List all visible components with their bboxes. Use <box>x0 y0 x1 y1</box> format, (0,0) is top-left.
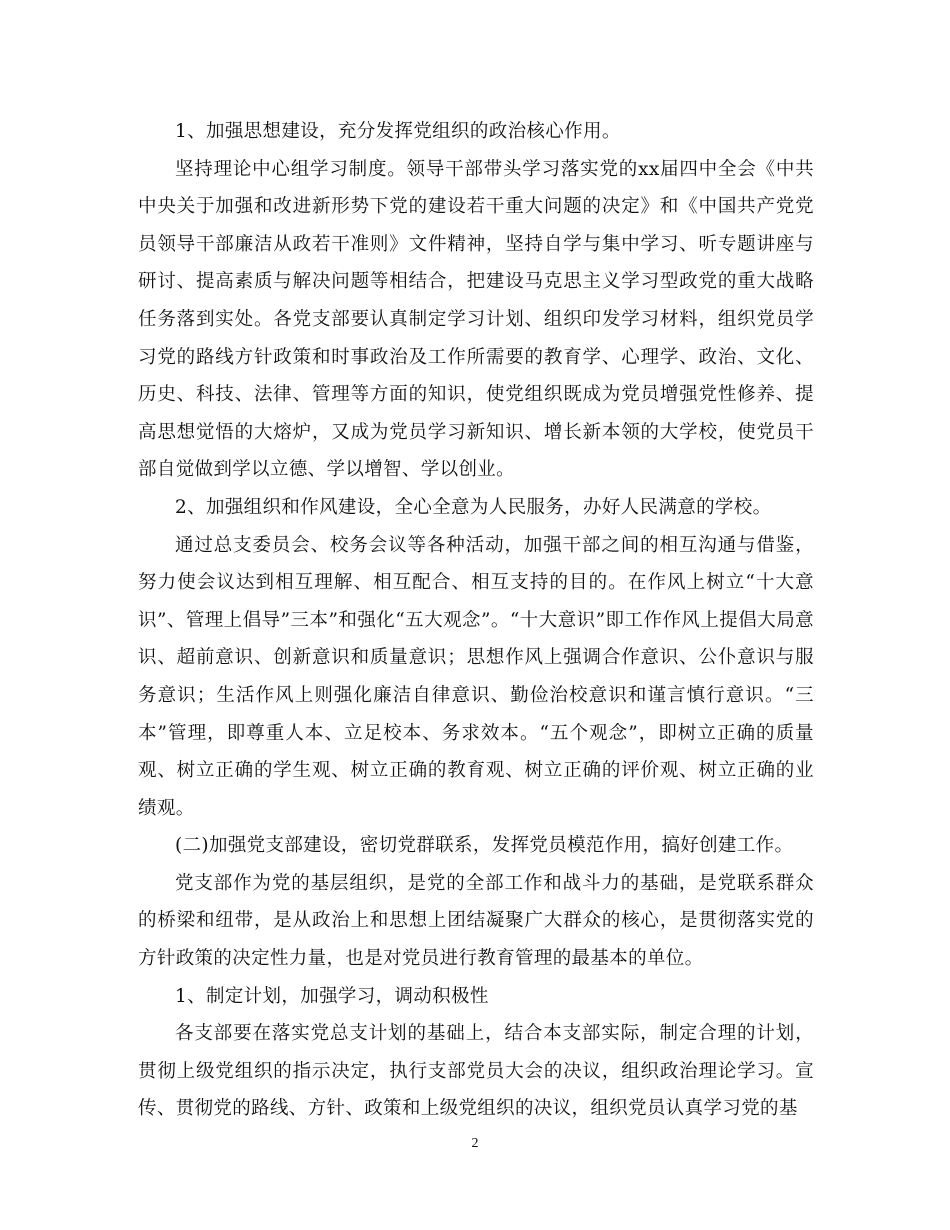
paragraph-heading-thought-building: 1、加强思想建设，充分发挥党组织的政治核心作用。 <box>175 121 621 142</box>
paragraph-branch-role: 党支部作为党的基层组织，是党的全部工作和战斗力的基础，是党联系群众的桥梁和纽带，是从政治上和思想上团结凝聚广大群众的核心，是贯彻落实党的方针政策的决定性力量，也是对党员进行教育管理的最基本的单位。 <box>138 872 814 970</box>
paragraph-branch-planning: 各支部要在落实党总支计划的基础上，结合本支部实际，制定合理的计划，贯彻上级党组织的指示决定，执行支部党员大会的决议，组织政治理论学习。宣传、贯彻党的路线、方针、政策和上级党组织的决议，组织党员认真学习党的基 <box>138 1023 814 1120</box>
document-body <box>138 113 814 1128</box>
paragraph-style-building: 通过总支委员会、校务会议等各种活动，加强干部之间的相互沟通与借鉴，努力使会议达到相互理解、相互配合、相互支持的目的。在作风上树立“十大意识”、管理上倡导”三本”和强化“五大观念”。“十大意识”即工作作风上提倡大局意识、超前意识、创新意识和质量意识；思想作风上强调合作意识、公仆意识与服务意识；生活作风上则强化廉洁自律意识、勤俭治校意识和谨言慎行意识。“三本”管理，即尊重人本、立足校本、务求效本。“五个观念”，即树立正确的质量观、树立正确的学生观、树立正确的教育观、树立正确的评价观、树立正确的业绩观。 <box>138 534 814 819</box>
paragraph-theory-study: 坚持理论中心组学习制度。领导干部带头学习落实党的xx届四中全会《中共中央关于加强和改进新形势下党的建设若干重大问题的决定》和《中国共产党党员领导干部廉洁从政若干准则》文件精神，坚持自学与集中学习、听专题讲座与研讨、提高素质与解决问题等相结合，把建设马克思主义学习型政党的重大战略任务落到实处。各党支部要认真制定学习计划、组织印发学习材料，组织党员学习党的路线方针政策和时事政治及工作所需要的教育学、心理学、政治、文化、历史、科技、法律、管理等方面的知识，使党组织既成为党员增强党性修养、提高思想觉悟的大熔炉，又成为党员学习新知识、增长新本领的大学校，使党员干部自觉做到学以立德、学以增智、学以创业。 <box>138 158 814 481</box>
paragraph-heading-organization-style: 2、加强组织和作风建设，全心全意为人民服务，办好人民满意的学校。 <box>175 496 772 518</box>
page-number: 2 <box>471 1136 479 1151</box>
paragraph-heading-planning: 1、制定计划，加强学习，调动积极性 <box>175 985 489 1007</box>
paragraph-heading-branch-building: (二)加强党支部建设，密切党群联系，发挥党员模范作用，搞好创建工作。 <box>175 835 794 857</box>
